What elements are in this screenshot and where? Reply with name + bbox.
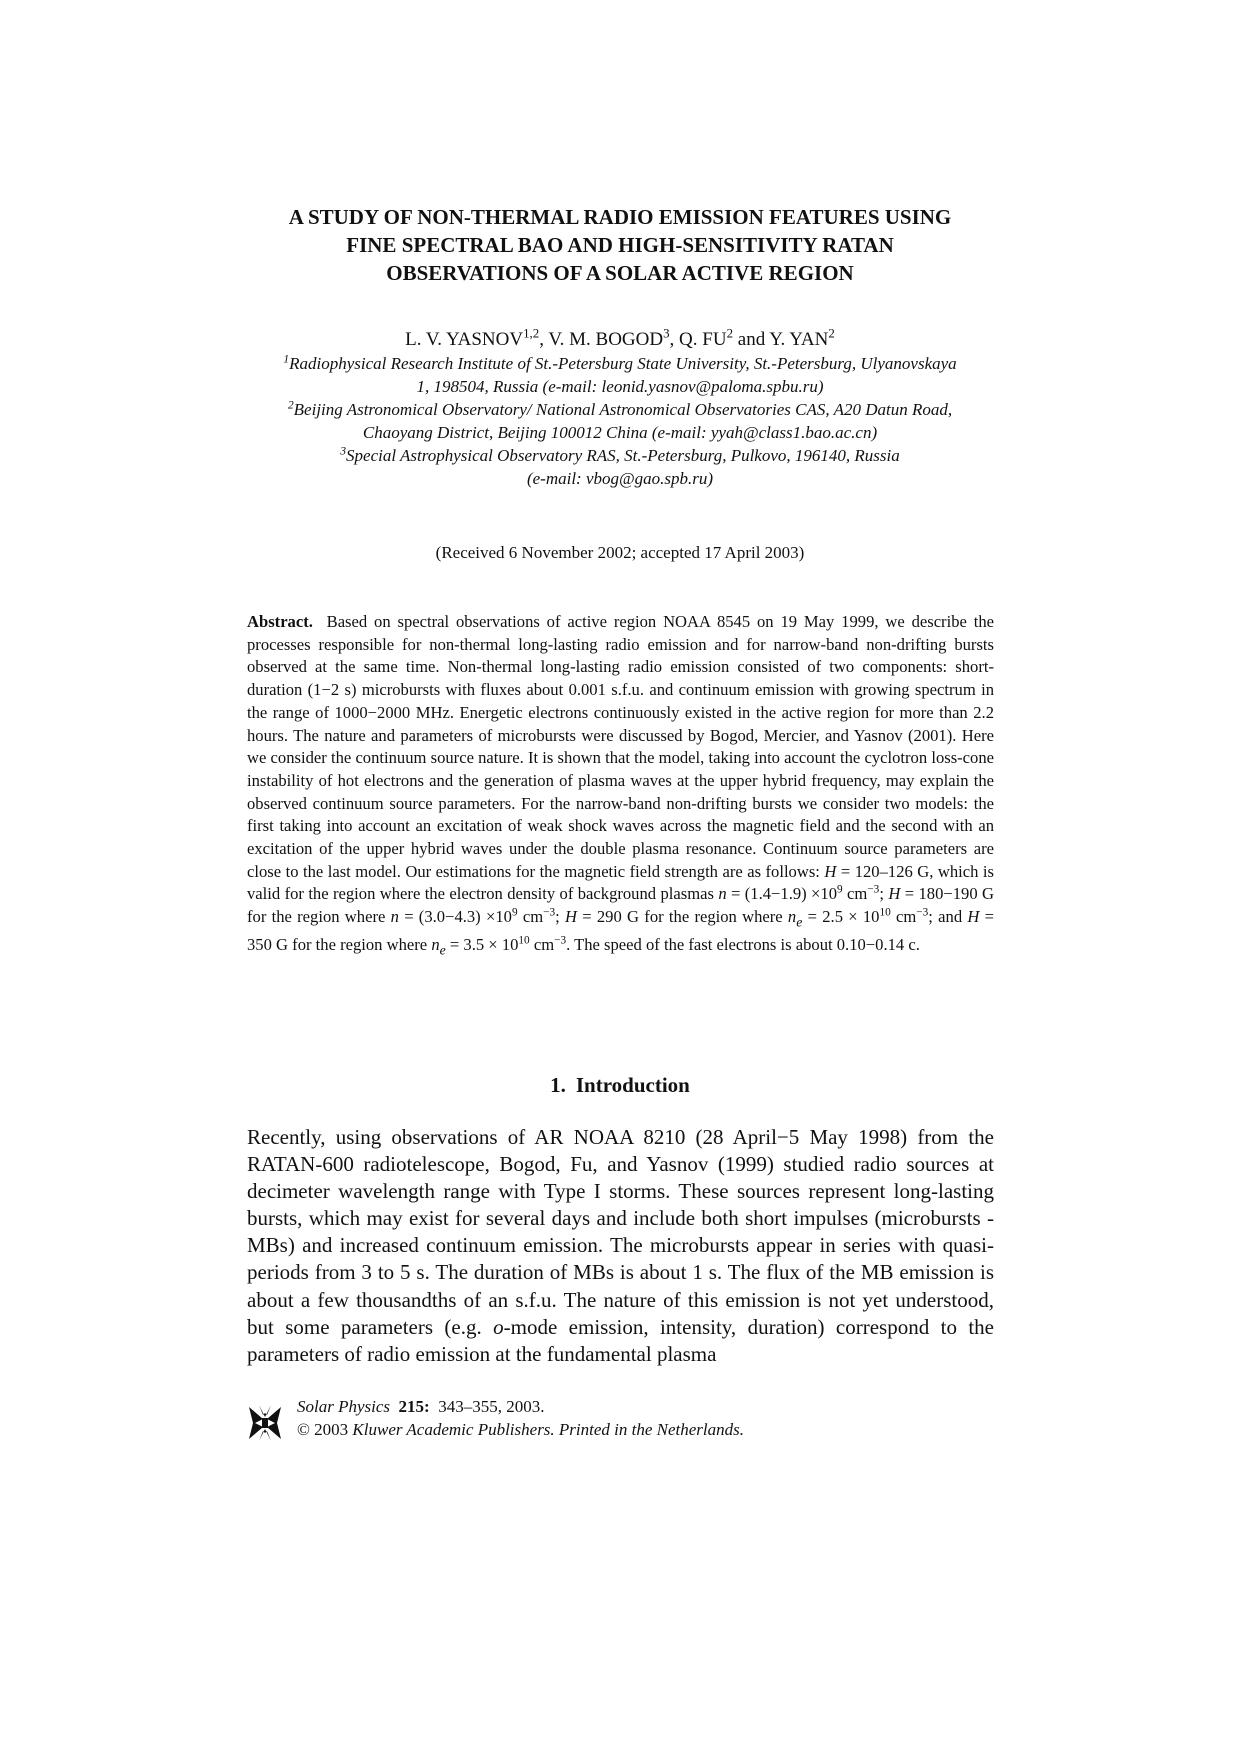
author-affil-mark: 2: [828, 325, 835, 341]
affiliations: [230, 352, 1010, 490]
section-heading: [200, 1071, 1040, 1099]
affil-mark: 2: [287, 398, 294, 412]
body-text: -mode emission, intensity, duration) correspond to the parameters of radio emission at the fundamental plasma: [247, 1314, 994, 1366]
math-exponent: −3: [554, 934, 567, 947]
title-line: OBSERVATIONS OF A SOLAR ACTIVE REGION: [386, 261, 854, 285]
abstract-text: = 180−190 G for the region where: [247, 884, 994, 927]
math-subscript: e: [439, 942, 446, 958]
math-exponent: −3: [543, 906, 556, 919]
affil-text: Beijing Astronomical Observatory/ National Astronomical Observatories CAS, A20 Datun Road,: [293, 400, 953, 419]
abstract-text: = 120–126 G, which is valid for the region where the electron density of background plasmas: [247, 861, 994, 904]
math-symbol: o: [493, 1314, 504, 1339]
affil-mark: 1: [283, 352, 290, 366]
abstract-text: cm: [517, 907, 544, 927]
abstract-text: cm: [529, 935, 555, 955]
math-exponent: 10: [879, 906, 891, 919]
abstract-text: = 3.5 × 10: [445, 935, 519, 955]
abstract-text: ;: [879, 884, 889, 904]
section-title: Introduction: [575, 1073, 690, 1097]
math-exponent: 9: [837, 883, 843, 896]
abstract-text: cm: [842, 884, 868, 904]
affiliation-line: 1, 198504, Russia (e-mail: leonid.yasnov@paloma.spbu.ru): [416, 377, 824, 396]
math-symbol: H: [888, 884, 901, 904]
author-affil-mark: 3: [663, 325, 670, 341]
author-name: , Q. FU: [669, 329, 727, 350]
abstract-text: = 2.5 × 10: [802, 907, 880, 927]
affil-mark: 3: [340, 444, 347, 458]
author-name: , V. M. BOGOD: [539, 329, 664, 350]
author-affil-mark: 1,2: [523, 325, 540, 341]
abstract-text: Based on spectral observations of active region NOAA 8545 on 19 May 1999, we describe the processes responsible for non-thermal long-lasting radio emission and for narrow-band non-drifting bursts observed at the same time. Non-thermal long-lasting radio emission consisted of two components: short-duration (1−2 s) microbursts with fluxes about 0.001 s.f.u. and continuum emission with growing spectrum in the range of 1000−2000 MHz. Energetic electrons continuously existed in the active region for more than 2.2 hours. The nature and parameters of microbursts were discussed by Bogod, Mercier, and Yasnov (2001). Here we consider the continuum source nature. It is shown that the model, taking into account the cyclotron loss-cone instability of hot electrons and the generation of plasma waves at the upper hybrid frequency, may explain the observed continuum source parameters. For the narrow-band non-drifting bursts we consider two models: the first taking into account an excitation of weak shock waves across the magnetic field and the second with an excitation of the upper hybrid waves under the double plasma resonance. Continuum source parameters are close to the last model. Our estimations for the magnetic field strength are as follows:: [247, 612, 994, 881]
affiliation-line: [230, 352, 1010, 375]
abstract-label: Abstract.: [247, 612, 313, 631]
math-symbol: H: [565, 907, 577, 927]
publisher-logo-icon: [247, 1403, 283, 1443]
author-name: L. V. YASNOV: [405, 329, 524, 350]
copyright-year: © 2003: [297, 1420, 349, 1439]
copyright-line: [297, 1418, 744, 1441]
affiliation-line: [230, 444, 1010, 467]
affiliation-line: [230, 398, 1010, 421]
citation-line: [297, 1395, 744, 1418]
abstract-text: = (1.4−1.9) ×10: [726, 884, 838, 904]
author-list: [200, 325, 1040, 352]
body-text: Recently, using observations of AR NOAA 8210 (28 April−5 May 1998) from the RATAN-600 radiotelescope, Bogod, Fu, and Yasnov (1999) studied radio sources at decimeter wavelength range with Type I storms. These sources represent long-lasting bursts, which may exist for several days and include both short impulses (microbursts - MBs) and increased continuum emission. The microbursts appear in series with quasi-periods from 3 to 5 s. The duration of MBs is about 1 s. The flux of the MB emission is about a few thousandths of an s.f.u. The nature of this emission is not yet understood, but some parameters (e.g.: [247, 1125, 994, 1339]
math-symbol: n: [431, 935, 440, 955]
abstract-text: = 290 G for the region where: [577, 907, 788, 927]
title-line: A STUDY OF NON-THERMAL RADIO EMISSION FEATURES USING: [288, 205, 952, 229]
received-dates: (Received 6 November 2002; accepted 17 April 2003): [435, 543, 805, 562]
math-symbol: n: [787, 907, 797, 927]
math-symbol: n: [390, 907, 399, 927]
paper-title: [200, 203, 1040, 287]
journal-name: Solar Physics: [297, 1397, 391, 1416]
abstract: [247, 611, 994, 962]
abstract-text: = 350 G for the region where: [247, 907, 995, 955]
math-symbol: H: [967, 907, 980, 927]
math-symbol: H: [824, 861, 837, 881]
journal-footer: [247, 1395, 1007, 1445]
author-affil-mark: 2: [726, 325, 734, 341]
affiliation-line: Chaoyang District, Beijing 100012 China (e-mail: yyah@class1.bao.ac.cn): [362, 423, 878, 442]
journal-volume: 215:: [398, 1397, 430, 1416]
journal-pages: 343–355, 2003.: [438, 1397, 545, 1416]
affil-text: Special Astrophysical Observatory RAS, St.-Petersburg, Pulkovo, 196140, Russia: [346, 446, 900, 465]
affiliation-line: (e-mail: vbog@gao.spb.ru): [526, 469, 714, 488]
math-symbol: n: [718, 884, 727, 904]
math-exponent: 9: [511, 906, 518, 919]
publisher-name: Kluwer Academic Publishers. Printed in the Netherlands.: [352, 1420, 745, 1439]
abstract-text: = (3.0−4.3) ×10: [398, 907, 512, 927]
footer-text: [297, 1395, 744, 1441]
intro-paragraph: [247, 1124, 994, 1368]
abstract-text: ;: [555, 907, 566, 927]
math-exponent: −3: [916, 906, 929, 919]
title-line: FINE SPECTRAL BAO AND HIGH-SENSITIVITY RATAN: [346, 233, 894, 257]
section-number: 1.: [550, 1073, 566, 1097]
abstract-text: cm: [890, 907, 917, 927]
abstract-text: ; and: [928, 907, 968, 927]
affil-text: Radiophysical Research Institute of St.-Petersburg State University, St.-Petersburg, Ulyanovskaya: [289, 354, 957, 373]
math-exponent: 10: [518, 934, 530, 947]
abstract-text: . The speed of the fast electrons is about 0.10−0.14 c.: [566, 935, 920, 955]
math-exponent: −3: [867, 883, 880, 896]
math-subscript: e: [796, 914, 803, 930]
author-name: and Y. YAN: [733, 329, 829, 350]
